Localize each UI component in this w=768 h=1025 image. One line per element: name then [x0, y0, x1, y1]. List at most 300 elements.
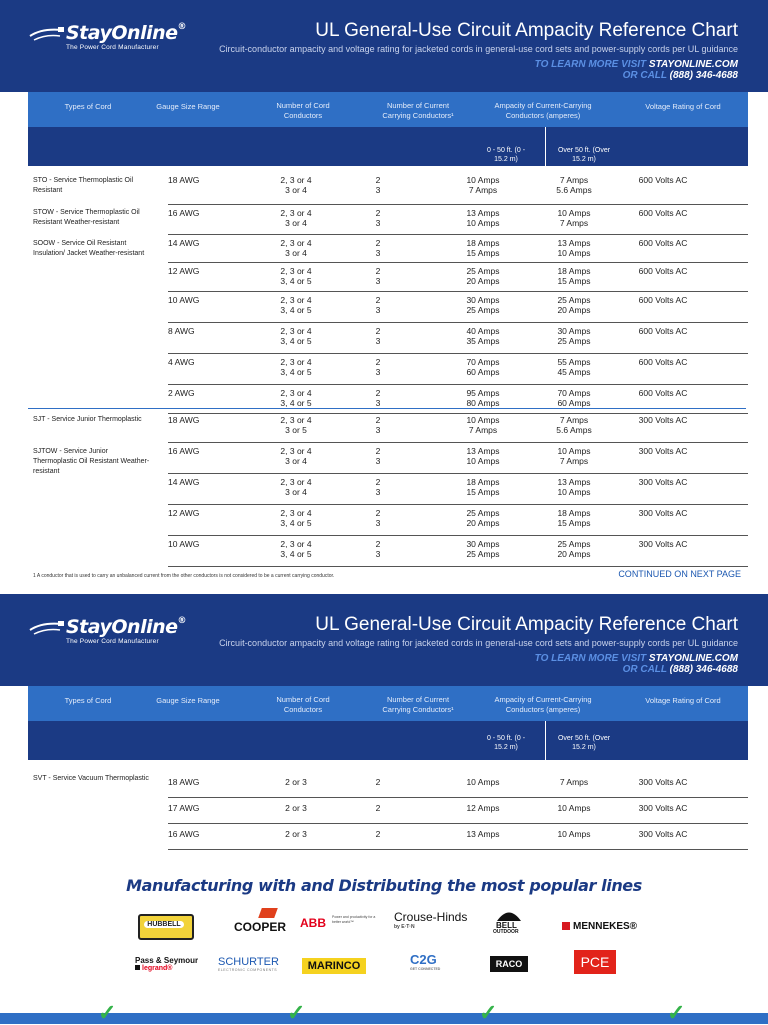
ampacity-long-cell-line-1: 13 Amps — [557, 238, 591, 248]
current-conductors-cell — [368, 388, 388, 408]
stayonline-logo[interactable] — [28, 20, 198, 60]
gauge-cell: 12 AWG — [168, 266, 200, 276]
ampacity-long-cell — [546, 295, 602, 315]
page-subtitle: Circuit-conductor ampacity and voltage rating for jacketed cords in general-use cord sets and power-supply cords per UL guidance — [219, 44, 738, 54]
current-conductors-cell: 2 — [375, 829, 381, 839]
current-conductors-cell — [368, 326, 388, 346]
continued-link[interactable]: CONTINUED ON NEXT PAGE — [618, 569, 741, 579]
header-banner — [0, 0, 768, 92]
cooper-logo — [234, 920, 286, 934]
plug-swoosh-icon — [28, 618, 68, 638]
voltage-cell: 600 Volts AC — [638, 295, 688, 305]
current-conductors-cell-line-1: 2 — [375, 446, 381, 456]
table-row — [168, 172, 748, 205]
conductors-cell — [266, 295, 326, 315]
current-conductors-cell — [368, 357, 388, 377]
current-conductors-cell — [368, 477, 388, 497]
ampacity-short-cell — [458, 477, 508, 497]
gauge-cell: 17 AWG — [168, 803, 200, 813]
brands-title: Manufacturing with and Distributing the most popular lines — [126, 876, 642, 895]
ampacity-long-cell-line-2: 10 Amps — [557, 248, 591, 258]
cord-type-soow: SOOW - Service Oil Resistant Insulation/ Jacket Weather-resistant — [33, 240, 145, 257]
plug-swoosh-icon — [28, 24, 68, 44]
ampacity-short-cell — [458, 208, 508, 228]
call-prefix: OR CALL — [622, 664, 670, 675]
voltage-cell: 600 Volts AC — [638, 326, 688, 336]
ampacity-long-cell-line-1: 7 Amps — [559, 415, 589, 425]
current-conductors-cell — [368, 238, 388, 258]
conductors-cell-line-2: 3, 4 or 5 — [280, 336, 312, 346]
raco-text: RACO — [495, 959, 523, 969]
conductors-cell-line-1: 2, 3 or 4 — [280, 326, 312, 336]
current-conductors-cell: 2 — [375, 777, 381, 787]
ampacity-long-cell-line-1: 13 Amps — [557, 477, 591, 487]
mennekes-mark-icon — [562, 922, 570, 930]
ampacity-long-cell-line-2: 20 Amps — [557, 549, 591, 559]
ampacity-short-cell-line-1: 10 Amps — [466, 175, 500, 185]
conductors-cell-line-2: 3, 4 or 5 — [280, 549, 312, 559]
current-conductors-cell-line-2: 3 — [375, 248, 381, 258]
ampacity-short-cell-line-1: 40 Amps — [466, 326, 500, 336]
current-conductors-cell-line-2: 3 — [375, 487, 381, 497]
cord-type-sjtow: SJTOW - Service Junior Thermoplastic Oil Resistant Weather-resistant — [33, 448, 150, 475]
bell-sub-text: OUTDOOR — [493, 929, 519, 935]
col-type-header: Types of Cord — [64, 696, 112, 705]
logo-tagline: The Power Cord Manufacturer — [66, 44, 159, 51]
voltage-cell: 300 Volts AC — [638, 777, 688, 787]
current-conductors-cell-line-1: 2 — [375, 415, 381, 425]
table-row — [168, 205, 748, 235]
gauge-cell: 14 AWG — [168, 238, 200, 248]
ampacity-short-cell — [458, 295, 508, 315]
sub-header-short: 0 - 50 ft. (0 - 15.2 m) — [486, 147, 526, 163]
voltage-cell: 600 Volts AC — [638, 388, 688, 398]
current-conductors-cell-line-1: 2 — [375, 295, 381, 305]
ampacity-short-cell: 10 Amps — [466, 777, 500, 787]
eaton-text: E·T·N — [401, 924, 415, 930]
col-current-conductors-header: Number of Current Carrying Conductors¹ — [382, 695, 454, 714]
current-conductors-cell-line-2: 3 — [375, 336, 381, 346]
cooper-flag-icon — [258, 908, 278, 918]
checkmark-icon: ✓ — [287, 1000, 306, 1025]
gauge-cell: 10 AWG — [168, 295, 200, 305]
current-conductors-cell-line-1: 2 — [375, 477, 381, 487]
voltage-cell: 600 Volts AC — [638, 175, 688, 185]
ampacity-long-cell — [546, 539, 602, 559]
table-header — [28, 686, 748, 760]
col-ampacity-header: Ampacity of Current-Carrying Conductors (amperes) — [494, 695, 592, 714]
table-row — [168, 798, 748, 824]
ampacity-short-cell-line-1: 30 Amps — [466, 295, 500, 305]
mennekes-text: MENNEKES® — [573, 921, 638, 932]
conductors-cell-line-2: 3 or 5 — [285, 425, 307, 435]
conductors-cell-line-1: 2, 3 or 4 — [280, 539, 312, 549]
conductors-cell — [266, 175, 326, 195]
ampacity-short-cell-line-2: 80 Amps — [466, 398, 500, 408]
conductors-cell — [266, 238, 326, 258]
cord-type-stow: STOW - Service Thermoplastic Oil Resistant Weather-resistant — [33, 209, 140, 226]
conductors-cell-line-1: 2, 3 or 4 — [280, 388, 312, 398]
current-conductors-cell-line-2: 3 — [375, 518, 381, 528]
table-header — [28, 92, 748, 166]
checkmark-icon: ✓ — [98, 1000, 117, 1025]
pce-text: PCE — [580, 954, 610, 970]
gauge-cell: 4 AWG — [168, 357, 195, 367]
hubbell-logo — [138, 914, 194, 940]
conductors-cell-line-1: 2, 3 or 4 — [280, 508, 312, 518]
conductors-cell-line-2: 3, 4 or 5 — [280, 518, 312, 528]
page-title: UL General-Use Circuit Ampacity Reference Chart — [315, 20, 738, 41]
website-link[interactable]: STAYONLINE.COM — [648, 653, 738, 664]
gauge-cell: 18 AWG — [168, 415, 200, 425]
conductors-cell — [266, 266, 326, 286]
ampacity-short-cell-line-1: 25 Amps — [466, 508, 500, 518]
current-conductors-cell-line-2: 3 — [375, 425, 381, 435]
current-conductors-cell-line-2: 3 — [375, 305, 381, 315]
cord-type-sto: STO - Service Thermoplastic Oil Resistant — [33, 177, 134, 194]
col-gauge-header: Gauge Size Range — [156, 696, 220, 705]
ampacity-long-cell: 10 Amps — [557, 803, 591, 813]
table-row — [168, 505, 748, 536]
gauge-cell: 8 AWG — [168, 326, 195, 336]
col-current-conductors-header: Number of Current Carrying Conductors¹ — [382, 101, 454, 120]
group-separator — [28, 408, 746, 409]
ampacity-long-cell-line-2: 15 Amps — [557, 518, 591, 528]
ampacity-short-cell-line-1: 25 Amps — [466, 266, 500, 276]
ampacity-long-cell — [546, 508, 602, 528]
conductors-cell — [266, 477, 326, 497]
current-conductors-cell-line-2: 3 — [375, 456, 381, 466]
current-conductors-cell — [368, 446, 388, 466]
gauge-cell: 2 AWG — [168, 388, 195, 398]
contact-info — [535, 59, 738, 81]
current-conductors-cell-line-1: 2 — [375, 388, 381, 398]
logo-tagline: The Power Cord Manufacturer — [66, 638, 159, 645]
gauge-cell: 12 AWG — [168, 508, 200, 518]
ampacity-long-cell-line-2: 45 Amps — [557, 367, 591, 377]
current-conductors-cell-line-2: 3 — [375, 549, 381, 559]
ampacity-short-cell-line-1: 18 Amps — [466, 238, 500, 248]
conductors-cell — [266, 415, 326, 435]
crouse-by-text: by — [394, 924, 400, 930]
ampacity-short-cell-line-2: 10 Amps — [466, 456, 500, 466]
ampacity-short-cell — [458, 175, 508, 195]
gauge-cell: 14 AWG — [168, 477, 200, 487]
conductors-cell-line-2: 3 or 4 — [285, 248, 307, 258]
current-conductors-cell-line-2: 3 — [375, 218, 381, 228]
conductors-cell-line-1: 2, 3 or 4 — [280, 477, 312, 487]
ampacity-long-cell-line-1: 25 Amps — [557, 539, 591, 549]
table-row — [168, 772, 748, 798]
col-conductors-header: Number of Cord Conductors — [276, 695, 330, 714]
gauge-cell: 16 AWG — [168, 446, 200, 456]
mennekes-logo — [562, 921, 637, 932]
ampacity-long-cell-line-1: 10 Amps — [557, 208, 591, 218]
conductors-cell-line-2: 3, 4 or 5 — [280, 398, 312, 408]
ampacity-long-cell — [546, 446, 602, 466]
ampacity-long-cell-line-1: 7 Amps — [559, 175, 589, 185]
schurter-logo — [218, 956, 279, 972]
ampacity-long-cell-line-2: 5.6 Amps — [556, 185, 592, 195]
chart-page-2 — [0, 594, 768, 1024]
current-conductors-cell-line-2: 3 — [375, 276, 381, 286]
conductors-cell-line-2: 3 or 4 — [285, 487, 307, 497]
col-ampacity-header: Ampacity of Current-Carrying Conductors (amperes) — [494, 101, 592, 120]
current-conductors-cell-line-2: 3 — [375, 367, 381, 377]
ampacity-long-cell — [546, 477, 602, 497]
voltage-cell: 600 Volts AC — [638, 238, 688, 248]
ampacity-short-cell-line-2: 20 Amps — [466, 276, 500, 286]
ampacity-short-cell-line-2: 10 Amps — [466, 218, 500, 228]
conductors-cell: 2 or 3 — [285, 777, 307, 787]
contact-info — [535, 653, 738, 675]
abb-tagline: Power and productivity for a better world™ — [332, 915, 376, 924]
ampacity-long-cell — [546, 357, 602, 377]
sub-header-long: Over 50 ft. (Over 15.2 m) — [557, 147, 611, 163]
ampacity-long-cell-line-1: 55 Amps — [557, 357, 591, 367]
ampacity-long-cell-line-2: 7 Amps — [559, 456, 589, 466]
col-type-header: Types of Cord — [64, 102, 112, 111]
header-banner — [0, 594, 768, 686]
current-conductors-cell-line-1: 2 — [375, 539, 381, 549]
legrand-mark-icon — [135, 965, 140, 970]
conductors-cell — [266, 357, 326, 377]
ampacity-short-cell-line-2: 7 Amps — [468, 185, 498, 195]
col-voltage-header: Voltage Rating of Cord — [645, 102, 721, 111]
learn-prefix: TO LEARN MORE VISIT — [534, 653, 649, 664]
ampacity-long-cell-line-1: 70 Amps — [557, 388, 591, 398]
voltage-cell: 300 Volts AC — [638, 508, 688, 518]
ampacity-long-cell-line-1: 25 Amps — [557, 295, 591, 305]
ampacity-long-cell-line-2: 15 Amps — [557, 276, 591, 286]
learn-prefix: TO LEARN MORE VISIT — [534, 59, 649, 70]
bell-umbrella-icon — [496, 908, 522, 922]
conductors-cell-line-1: 2, 3 or 4 — [280, 175, 312, 185]
current-conductors-cell-line-1: 2 — [375, 175, 381, 185]
table-row — [168, 824, 748, 850]
marinco-text: MARINCO — [307, 960, 361, 972]
ampacity-short-cell — [458, 326, 508, 346]
current-conductors-cell-line-1: 2 — [375, 357, 381, 367]
conductors-cell — [266, 446, 326, 466]
current-conductors-cell-line-2: 3 — [375, 185, 381, 195]
logo-wordmark: StayOnline® — [66, 22, 187, 44]
ampacity-long-cell-line-2: 7 Amps — [559, 218, 589, 228]
ampacity-short-cell-line-2: 20 Amps — [466, 518, 500, 528]
ampacity-long-cell — [546, 388, 602, 408]
ampacity-short-cell-line-2: 15 Amps — [466, 487, 500, 497]
gauge-cell: 10 AWG — [168, 539, 200, 549]
ampacity-short-cell-line-1: 30 Amps — [466, 539, 500, 549]
current-conductors-cell — [368, 295, 388, 315]
abb-logo — [300, 914, 376, 932]
ampacity-short-cell — [458, 388, 508, 408]
marinco-logo — [302, 958, 366, 974]
conductors-cell-line-2: 3, 4 or 5 — [280, 276, 312, 286]
conductors-cell-line-2: 3, 4 or 5 — [280, 305, 312, 315]
ampacity-short-cell-line-1: 13 Amps — [466, 446, 500, 456]
ampacity-short-cell-line-2: 15 Amps — [466, 248, 500, 258]
ampacity-short-cell-line-2: 25 Amps — [466, 305, 500, 315]
ampacity-short-cell-line-1: 70 Amps — [466, 357, 500, 367]
call-prefix: OR CALL — [622, 70, 670, 81]
current-conductors-cell — [368, 208, 388, 228]
conductors-cell: 2 or 3 — [285, 803, 307, 813]
sub-header-long: Over 50 ft. (Over 15.2 m) — [557, 735, 611, 751]
conductors-cell-line-2: 3 or 4 — [285, 456, 307, 466]
schurter-sub-text: ELECTRONIC COMPONENTS — [218, 968, 278, 972]
conductors-cell — [266, 539, 326, 559]
stayonline-logo[interactable] — [28, 614, 198, 654]
checkmark-icon: ✓ — [667, 1000, 686, 1025]
ampacity-long-cell-line-2: 60 Amps — [557, 398, 591, 408]
ampacity-short-cell: 13 Amps — [466, 829, 500, 839]
current-conductors-cell: 2 — [375, 803, 381, 813]
c2g-text: C2G — [410, 952, 437, 967]
cooper-text: COOPER — [234, 920, 287, 934]
current-conductors-cell-line-1: 2 — [375, 266, 381, 276]
conductors-cell — [266, 508, 326, 528]
page-subtitle: Circuit-conductor ampacity and voltage rating for jacketed cords in general-use cord sets and power-supply cords per UL guidance — [219, 638, 738, 648]
cord-type-sjt: SJT - Service Junior Thermoplastic — [33, 416, 142, 423]
col-voltage-header: Voltage Rating of Cord — [645, 696, 721, 705]
conductors-cell-line-2: 3 or 4 — [285, 185, 307, 195]
ampacity-short-cell-line-2: 7 Amps — [468, 425, 498, 435]
ampacity-long-cell — [546, 175, 602, 195]
table-row — [168, 292, 748, 323]
current-conductors-cell-line-2: 3 — [375, 398, 381, 408]
bell-outdoor-logo — [490, 908, 530, 942]
voltage-cell: 600 Volts AC — [638, 266, 688, 276]
current-conductors-cell-line-1: 2 — [375, 508, 381, 518]
hubbell-text: HUBBELL — [144, 921, 184, 928]
conductors-cell-line-2: 3, 4 or 5 — [280, 367, 312, 377]
cord-type-svt: SVT - Service Vacuum Thermoplastic — [33, 775, 149, 782]
c2g-logo — [410, 952, 440, 971]
ampacity-short-cell — [458, 508, 508, 528]
ampacity-long-cell-line-2: 5.6 Amps — [556, 425, 592, 435]
raco-logo — [490, 956, 528, 972]
ampacity-short-cell — [458, 539, 508, 559]
col-gauge-header: Gauge Size Range — [156, 102, 220, 111]
ampacity-long-cell: 10 Amps — [557, 829, 591, 839]
table-row — [168, 323, 748, 354]
col-conductors-header: Number of Cord Conductors — [276, 101, 330, 120]
pass-seymour-logo — [135, 956, 198, 972]
conductors-cell-line-2: 3 or 4 — [285, 218, 307, 228]
gauge-cell: 18 AWG — [168, 175, 200, 185]
ampacity-short-cell-line-2: 60 Amps — [466, 367, 500, 377]
ampacity-long-cell — [546, 415, 602, 435]
voltage-cell: 300 Volts AC — [638, 539, 688, 549]
current-conductors-cell — [368, 539, 388, 559]
table-row — [168, 412, 748, 443]
conductors-cell — [266, 208, 326, 228]
current-conductors-cell — [368, 508, 388, 528]
table-row — [168, 235, 748, 263]
ampacity-long-cell-line-2: 20 Amps — [557, 305, 591, 315]
conductors-cell: 2 or 3 — [285, 829, 307, 839]
ampacity-short-cell: 12 Amps — [466, 803, 500, 813]
pass-seymour-text: Pass & Seymour — [135, 956, 199, 965]
voltage-cell: 300 Volts AC — [638, 446, 688, 456]
conductors-cell — [266, 388, 326, 408]
voltage-cell: 300 Volts AC — [638, 803, 688, 813]
checkmark-icon: ✓ — [479, 1000, 498, 1025]
gauge-cell: 16 AWG — [168, 829, 200, 839]
conductors-cell-line-1: 2, 3 or 4 — [280, 238, 312, 248]
phone-link[interactable]: (888) 346-4688 — [669, 70, 738, 81]
current-conductors-cell-line-1: 2 — [375, 326, 381, 336]
table-row — [168, 443, 748, 474]
phone-link[interactable]: (888) 346-4688 — [669, 664, 738, 675]
ampacity-long-cell-line-1: 10 Amps — [557, 446, 591, 456]
ampacity-short-cell-line-1: 95 Amps — [466, 388, 500, 398]
table-row — [168, 474, 748, 505]
table-row — [168, 536, 748, 567]
table-row — [168, 354, 748, 385]
voltage-cell: 300 Volts AC — [638, 829, 688, 839]
ampacity-long-cell: 7 Amps — [559, 777, 589, 787]
ampacity-short-cell — [458, 238, 508, 258]
c2g-sub-text: GET CONNECTED — [410, 967, 441, 971]
voltage-cell: 300 Volts AC — [638, 415, 688, 425]
conductors-cell-line-1: 2, 3 or 4 — [280, 266, 312, 276]
conductors-cell-line-1: 2, 3 or 4 — [280, 208, 312, 218]
current-conductors-cell — [368, 415, 388, 435]
voltage-cell: 600 Volts AC — [638, 357, 688, 367]
sub-header-divider — [545, 721, 546, 760]
sub-header-divider — [545, 127, 546, 166]
voltage-cell: 300 Volts AC — [638, 477, 688, 487]
schurter-text: SCHURTER — [218, 956, 279, 968]
ampacity-long-cell — [546, 326, 602, 346]
ampacity-short-cell-line-1: 10 Amps — [466, 415, 500, 425]
ampacity-short-cell-line-1: 18 Amps — [466, 477, 500, 487]
crouse-hinds-text: Crouse-Hinds — [394, 910, 468, 924]
conductors-cell-line-1: 2, 3 or 4 — [280, 446, 312, 456]
ampacity-short-cell-line-2: 25 Amps — [466, 549, 500, 559]
ampacity-long-cell-line-1: 18 Amps — [557, 266, 591, 276]
current-conductors-cell-line-1: 2 — [375, 238, 381, 248]
voltage-cell: 600 Volts AC — [638, 208, 688, 218]
gauge-cell: 18 AWG — [168, 777, 200, 787]
ampacity-long-cell — [546, 208, 602, 228]
ampacity-long-cell-line-2: 10 Amps — [557, 487, 591, 497]
table-row — [168, 263, 748, 292]
crouse-hinds-logo — [394, 910, 467, 930]
pce-logo — [574, 950, 616, 974]
ampacity-long-cell-line-1: 18 Amps — [557, 508, 591, 518]
ampacity-short-cell — [458, 446, 508, 466]
current-conductors-cell — [368, 266, 388, 286]
website-link[interactable]: STAYONLINE.COM — [648, 59, 738, 70]
ampacity-short-cell — [458, 266, 508, 286]
conductors-cell — [266, 326, 326, 346]
ampacity-long-cell — [546, 266, 602, 286]
ampacity-long-cell — [546, 238, 602, 258]
bell-text: BELL — [496, 921, 517, 930]
ampacity-long-cell-line-1: 30 Amps — [557, 326, 591, 336]
ampacity-long-cell-line-2: 25 Amps — [557, 336, 591, 346]
gauge-cell: 16 AWG — [168, 208, 200, 218]
table-row — [168, 385, 748, 414]
page-title: UL General-Use Circuit Ampacity Reference Chart — [315, 614, 738, 635]
ampacity-short-cell-line-2: 35 Amps — [466, 336, 500, 346]
conductors-cell-line-1: 2, 3 or 4 — [280, 295, 312, 305]
conductors-cell-line-1: 2, 3 or 4 — [280, 357, 312, 367]
abb-text: ABB — [300, 916, 326, 930]
